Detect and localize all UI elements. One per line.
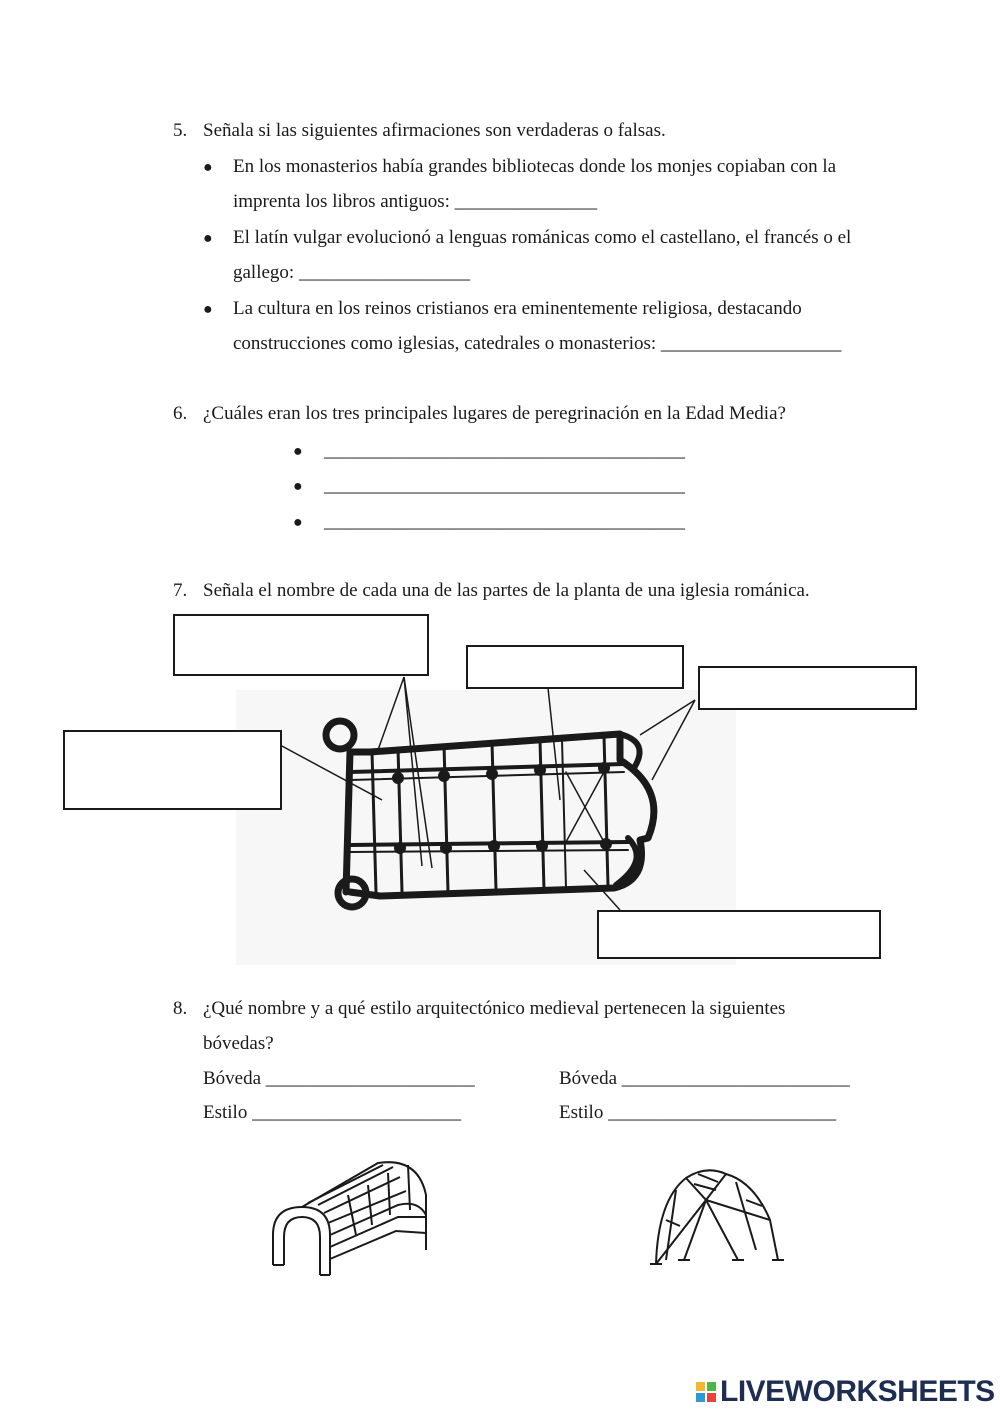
logo-mark-l: L (696, 1382, 705, 1391)
pilgrimage-answer-3[interactable]: ______________________________________ (324, 511, 685, 532)
left-vault-style-field[interactable]: Estilo ______________________ (203, 1102, 462, 1123)
question-8-number: 8. (173, 998, 188, 1019)
question-6-number: 6. (173, 403, 188, 424)
liveworksheets-wordmark: LIVEWORKSHEETS (720, 1375, 995, 1408)
q5-statement-1-line-2: imprenta los libros antiguos: _______________ (233, 191, 598, 212)
bullet: ● (203, 159, 213, 176)
rib-vault-illustration (646, 1160, 796, 1270)
pilgrimage-answer-2[interactable]: ______________________________________ (324, 475, 685, 496)
liveworksheets-logo (696, 1372, 996, 1412)
label-box-facade[interactable] (63, 730, 282, 810)
bullet: ● (203, 230, 213, 247)
liveworksheets-mark-icon (696, 1382, 716, 1402)
label-box-nave[interactable] (466, 645, 684, 689)
question-5-number: 5. (173, 120, 188, 141)
pilgrimage-answer-1[interactable]: ______________________________________ (324, 440, 685, 461)
logo-mark-i (707, 1382, 716, 1391)
logo-mark-e: E (707, 1393, 716, 1402)
q5-statement-3-line-1: La cultura en los reinos cristianos era eminentemente religiosa, destacando (233, 298, 802, 319)
logo-mark-v: V (696, 1393, 705, 1402)
right-vault-name-field[interactable]: Bóveda ________________________ (559, 1068, 850, 1089)
bullet: ● (293, 478, 303, 495)
q5-statement-2-line-2: gallego: __________________ (233, 262, 470, 283)
question-8-prompt-line-1: ¿Qué nombre y a qué estilo arquitectónico medieval pertenecen la siguientes (203, 998, 786, 1019)
bullet: ● (293, 443, 303, 460)
right-vault-style-field[interactable]: Estilo ________________________ (559, 1102, 837, 1123)
label-box-aisles[interactable] (173, 614, 429, 676)
bullet: ● (293, 514, 303, 531)
label-box-apse[interactable] (698, 666, 917, 710)
question-6-prompt: ¿Cuáles eran los tres principales lugares de peregrinación en la Edad Media? (203, 403, 786, 424)
question-8-prompt-line-2: bóvedas? (203, 1033, 274, 1054)
bullet: ● (203, 301, 213, 318)
question-5-prompt: Señala si las siguientes afirmaciones son verdaderas o falsas. (203, 120, 666, 141)
barrel-vault-illustration (268, 1155, 448, 1285)
q5-statement-1-line-1: En los monasterios había grandes bibliotecas donde los monjes copiaban con la (233, 156, 837, 177)
question-7-prompt: Señala el nombre de cada una de las partes de la planta de una iglesia románica. (203, 580, 810, 601)
label-box-transept[interactable] (597, 910, 881, 959)
q5-statement-3-line-2: construcciones como iglesias, catedrales o monasterios: ___________________ (233, 333, 842, 354)
question-7-number: 7. (173, 580, 188, 601)
left-vault-name-field[interactable]: Bóveda ______________________ (203, 1068, 475, 1089)
q5-statement-2-line-1: El latín vulgar evolucionó a lenguas románicas como el castellano, el francés o el (233, 227, 852, 248)
